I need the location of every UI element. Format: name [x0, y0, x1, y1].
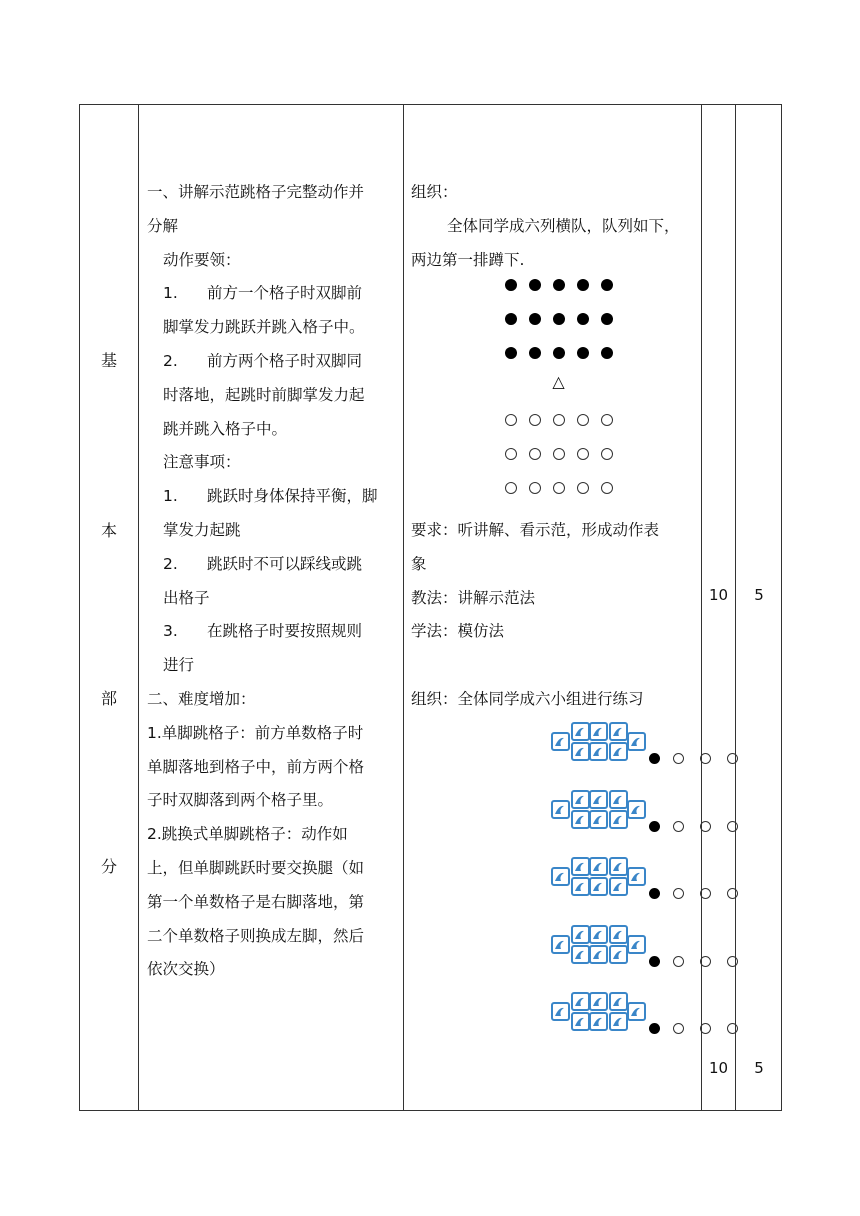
student-dot-open [673, 821, 684, 832]
content-line [147, 480, 378, 514]
student-dot-open [673, 888, 684, 899]
time-value: 10 [708, 586, 729, 604]
item-number: 2. [163, 351, 178, 370]
student-dot-filled [577, 347, 589, 359]
formation-diagram [411, 277, 701, 507]
content-line [147, 345, 378, 379]
student-dot-filled [601, 313, 613, 325]
formation-row-open [411, 412, 706, 430]
student-dot-filled [649, 753, 660, 764]
requirements [411, 514, 701, 717]
student-dot-open [529, 482, 541, 494]
student-dot-filled [553, 313, 565, 325]
student-dot-filled [529, 347, 541, 359]
student-dot-open [505, 482, 517, 494]
content-line: 掌发力起跳 [163, 520, 241, 539]
content-line: 时落地，起跳时前脚掌发力起 [163, 385, 365, 404]
teaching-content [147, 176, 378, 987]
student-dot-open [673, 1023, 684, 1034]
student-dot-filled [649, 888, 660, 899]
content-line: 跳并跳入格子中。 [163, 419, 288, 438]
student-dot-open [700, 888, 711, 899]
requirement-text: 要求：听讲解、看示范，形成动作表 [411, 521, 660, 539]
formation-row-open [411, 480, 706, 498]
section-label-char: 部 [100, 689, 117, 708]
requirement-text: 象 [411, 554, 427, 573]
section-label-char: 分 [100, 857, 117, 876]
student-dot-open [553, 448, 565, 460]
student-dot-filled [553, 347, 565, 359]
item-text: 跳跃时不可以踩线或跳 [207, 554, 363, 573]
org-text: 两边第一排蹲下. [411, 250, 525, 269]
student-dot-open [673, 956, 684, 967]
practice-group [551, 719, 751, 779]
student-dot-open [553, 414, 565, 426]
student-dot-open [700, 821, 711, 832]
student-dot-filled [505, 347, 517, 359]
student-dot-filled [577, 279, 589, 291]
group-students [649, 749, 746, 768]
student-dot-open [727, 888, 738, 899]
student-dot-open [505, 414, 517, 426]
student-dot-filled [553, 279, 565, 291]
student-dot-open [601, 414, 613, 426]
student-dot-open [529, 414, 541, 426]
hopscotch-grid-icon [551, 922, 647, 966]
content-line: 脚掌发力跳跃并跳入格子中。 [163, 318, 365, 337]
student-dot-open [700, 1023, 711, 1034]
item-number: 1. [163, 284, 178, 303]
hopscotch-grid-icon [551, 719, 647, 763]
student-dot-filled [601, 279, 613, 291]
student-dot-open [700, 753, 711, 764]
content-line: 分解 [147, 216, 179, 235]
content-line: 子时双脚落到两个格子里。 [147, 791, 334, 810]
group-students [649, 884, 746, 903]
org-text: 全体同学成六列横队，队列如下， [447, 216, 680, 235]
practice-group [551, 922, 751, 982]
content-line: 二个单数格子则换成左脚，然后 [147, 926, 365, 945]
student-dot-open [601, 482, 613, 494]
student-dot-filled [601, 347, 613, 359]
student-dot-filled [529, 279, 541, 291]
student-dot-filled [577, 313, 589, 325]
content-line [147, 277, 378, 311]
column-divider [138, 105, 139, 1110]
student-dot-filled [529, 313, 541, 325]
student-dot-open [601, 448, 613, 460]
organization-column [411, 176, 701, 277]
group-students [649, 817, 746, 836]
hopscotch-grid-icon [551, 854, 647, 898]
formation-row-filled [411, 277, 706, 295]
hopscotch-grid-icon [551, 989, 647, 1033]
hopscotch-grid-icon [551, 787, 647, 831]
student-dot-open [727, 753, 738, 764]
formation-row-filled [411, 345, 706, 363]
content-line [147, 615, 378, 649]
item-text: 跳跃时身体保持平衡，脚 [207, 487, 378, 506]
student-dot-filled [649, 821, 660, 832]
practice-group [551, 989, 751, 1049]
content-line: 2.跳换式单脚跳格子：动作如 [147, 825, 348, 844]
item-text: 在跳格子时要按照规则 [207, 622, 363, 641]
org-label: 组织： [411, 183, 458, 201]
content-line: 上，但单脚跳跃时要交换腿（如 [147, 858, 365, 877]
content-line: 注意事项： [163, 453, 241, 472]
student-dot-open [505, 448, 517, 460]
item-text: 前方一个格子时双脚前 [207, 284, 363, 303]
content-line: 进行 [163, 656, 195, 675]
student-dot-open [673, 753, 684, 764]
time-value: 10 [708, 1059, 729, 1077]
student-dot-filled [649, 1023, 660, 1034]
student-dot-open [727, 1023, 738, 1034]
content-line: 一、讲解示范跳格子完整动作并 [147, 183, 365, 201]
content-line: 单脚落地到格子中，前方两个格 [147, 757, 365, 776]
practice-group [551, 854, 751, 914]
content-line: 出格子 [163, 588, 210, 607]
item-number: 1. [163, 487, 178, 506]
content-line: 1.单脚跳格子：前方单数格子时 [147, 723, 364, 742]
learning-method: 学法：模仿法 [411, 622, 505, 641]
student-dot-filled [505, 279, 517, 291]
section-label-char: 基 [100, 351, 117, 370]
teacher-triangle: △ [552, 372, 565, 392]
content-line [147, 548, 378, 582]
student-dot-open [577, 414, 589, 426]
count-value: 5 [754, 1059, 764, 1077]
org2-text: 组织：全体同学成六小组进行练习 [411, 689, 644, 708]
group-students [649, 1019, 746, 1038]
group-students [649, 952, 746, 971]
item-number: 3. [163, 622, 178, 641]
formation-row-filled [411, 311, 706, 329]
formation-row-open [411, 446, 706, 464]
student-dot-open [727, 821, 738, 832]
content-line: 依次交换） [147, 960, 225, 979]
student-dot-filled [649, 956, 660, 967]
practice-group [551, 787, 751, 847]
group-diagram [401, 719, 701, 1049]
teaching-method: 教法：讲解示范法 [411, 588, 536, 607]
student-dot-open [700, 956, 711, 967]
content-line: 二、难度增加： [147, 689, 256, 708]
count-value: 5 [754, 586, 764, 604]
item-text: 前方两个格子时双脚同 [207, 351, 363, 370]
student-dot-open [727, 956, 738, 967]
section-label-char: 本 [100, 521, 117, 540]
content-line: 动作要领： [163, 250, 241, 269]
lesson-table [79, 104, 782, 1111]
student-dot-open [577, 448, 589, 460]
student-dot-open [529, 448, 541, 460]
student-dot-open [553, 482, 565, 494]
content-line: 第一个单数格子是右脚落地，第 [147, 892, 365, 911]
student-dot-open [577, 482, 589, 494]
item-number: 2. [163, 554, 178, 573]
student-dot-filled [505, 313, 517, 325]
